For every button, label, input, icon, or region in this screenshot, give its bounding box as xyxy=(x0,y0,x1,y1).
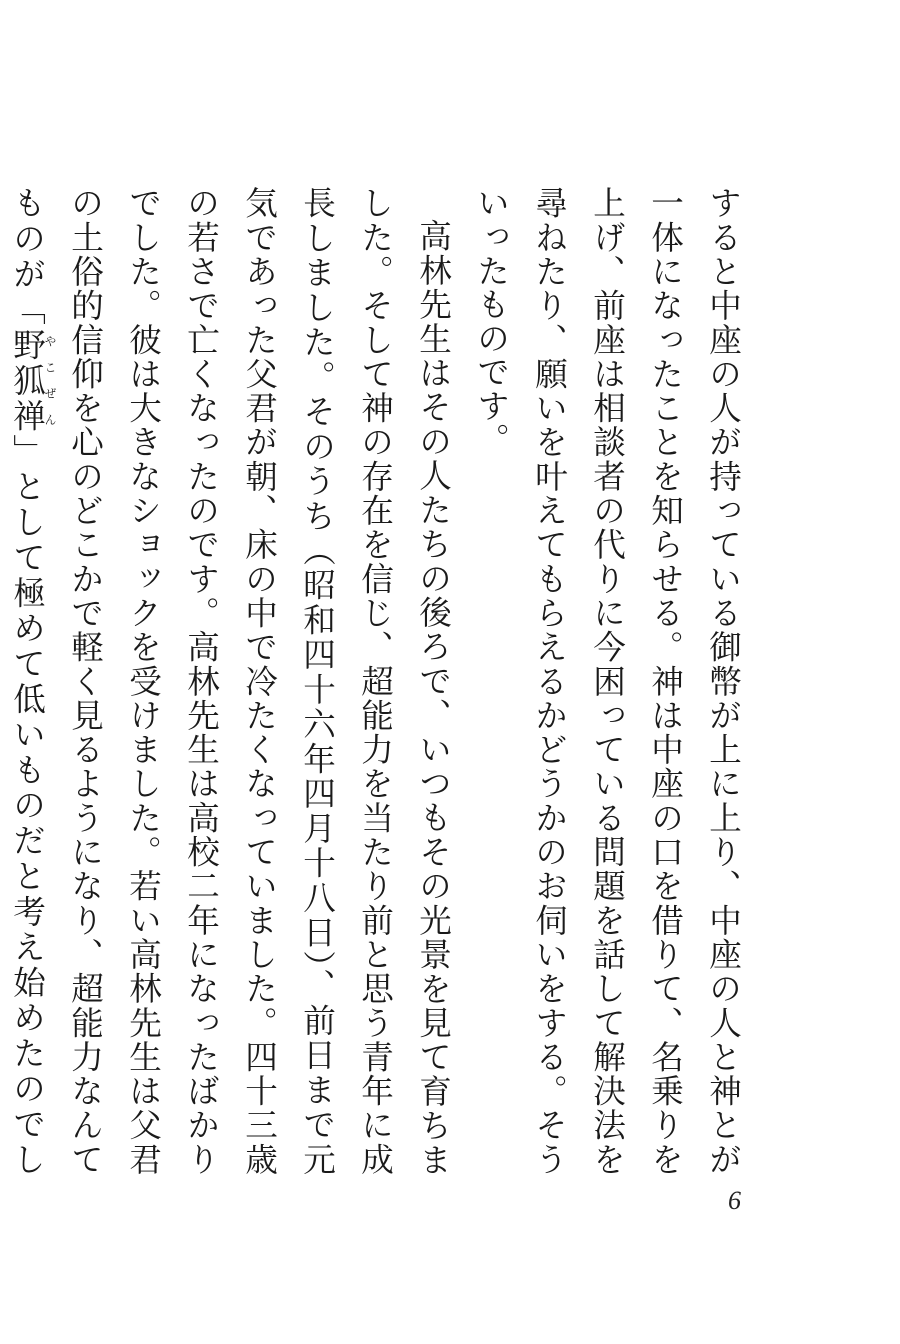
paragraph-2 xyxy=(0,186,462,1176)
ruby-base: 野狐禅 xyxy=(8,327,46,434)
paragraph-2-text-after: 」として極めて低いものだと考え始めたのでし xyxy=(8,433,46,1177)
page-number: 6 xyxy=(728,1186,741,1215)
paragraph-1: すると中座の人が持っている御幣が上に上り、中座の人と神とが一体になったことを知らせる。神は中座の口を借りて、名乗りを上げ、前座は相談者の代りに今困っている問題を話して解決法を尋ねたり、願いを叶えてもらえるかどうかのお伺いをする。そういったものです。 xyxy=(472,186,742,1176)
paragraph-2-text-before: 高林先生はその人たちの後ろで、いつもその光景を見て育ちました。そして神の存在を信じ、超能力を当たり前と思う青年に成長しました。そのうち（昭和四十六年四月十八日）、前日まで元気であった父君が朝、床の中で冷たくなっていました。四十三歳の若さで亡くなったのです。高林先生は高校二年になったばかりでした。彼は大きなショックを受けました。若い高林先生は父君の土俗的信仰を心のどこかで軽く見るようになり、超能力なんてものが「 xyxy=(8,186,452,1176)
ruby-yakozen xyxy=(8,327,57,434)
ruby-reading: やこぜん xyxy=(43,327,57,433)
vertical-text-body xyxy=(8,186,752,1177)
